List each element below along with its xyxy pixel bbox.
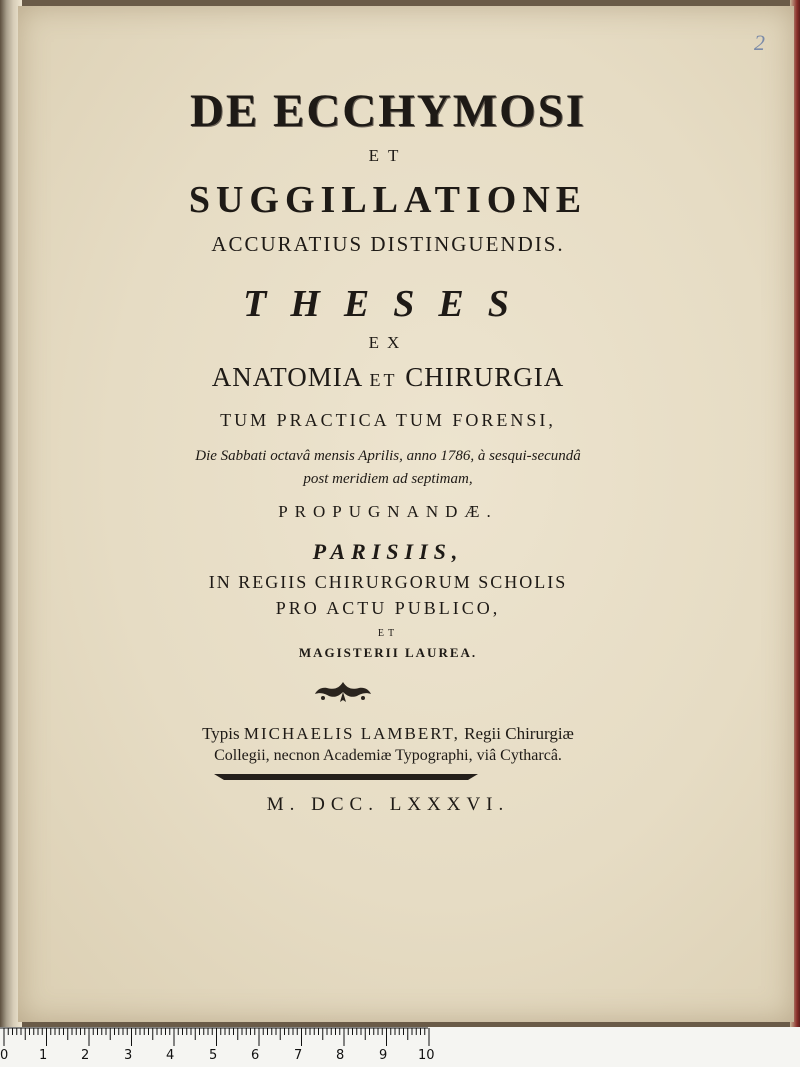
printer-line [18,724,758,744]
ruler-number: 5 [209,1048,218,1063]
ruler-number: 3 [124,1048,133,1063]
magisterii-line: MAGISTERII LAUREA. [298,645,478,660]
imprint-year: M. DCC. LXXXVI. [266,794,510,815]
ruler-number: 7 [294,1048,303,1063]
measuring-ruler [0,1027,800,1067]
regiis-line: IN REGIIS CHIRURGORUM SCHOLIS [208,572,568,592]
title-conjunction: ET [368,146,408,165]
anatomia-word: ANATOMIA [211,362,362,392]
chirurgia-word: CHIRURGIA [405,362,565,392]
printer-title: Regii Chirurgiæ [459,724,574,743]
ruler-number: 10 [418,1048,435,1063]
ruler-number: 1 [39,1048,48,1063]
printer-typis: Typis [202,724,244,743]
ruler-number: 6 [251,1048,260,1063]
tum-practica-line: TUM PRACTICA TUM FORENSI, [220,410,556,430]
et-line: ET [377,628,399,639]
title-page [18,6,794,1022]
ruler-number: 8 [336,1048,345,1063]
subtitle-suggillatione: SUGGILLATIONE [188,179,588,221]
decorative-rule [214,774,478,780]
pro-actu-line: PRO ACTU PUBLICO, [275,598,501,618]
anatomia-line [18,362,758,393]
printer-name: MICHAELIS LAMBERT, [243,724,460,743]
subtitle-accuratius: ACCURATIUS DISTINGUENDIS. [211,232,565,256]
theses-heading: THESES [243,283,533,325]
ruler-number: 0 [0,1048,9,1063]
ex-line: EX [368,333,408,352]
ruler-number: 2 [81,1048,90,1063]
place-line: PARISIIS, [312,539,464,564]
printers-ornament [313,678,373,706]
anatomia-et: ET [369,370,398,390]
date-line: Die Sabbati octavâ mensis Aprilis, anno 1786, à sesqui-secundâ [195,448,581,464]
printer-address-line: Collegii, necnon Academiæ Typographi, viâ Cytharcâ. [214,747,562,764]
ruler-number: 4 [166,1048,175,1063]
time-line: post meridiem ad septimam, [303,471,473,487]
ruler-ticks [0,1027,800,1049]
main-title: DE ECCHYMOSI [189,85,587,137]
propugnandae-line: PROPUGNANDÆ. [278,502,498,521]
ruler-number: 9 [379,1048,388,1063]
pencil-page-number: 2 [754,30,765,55]
